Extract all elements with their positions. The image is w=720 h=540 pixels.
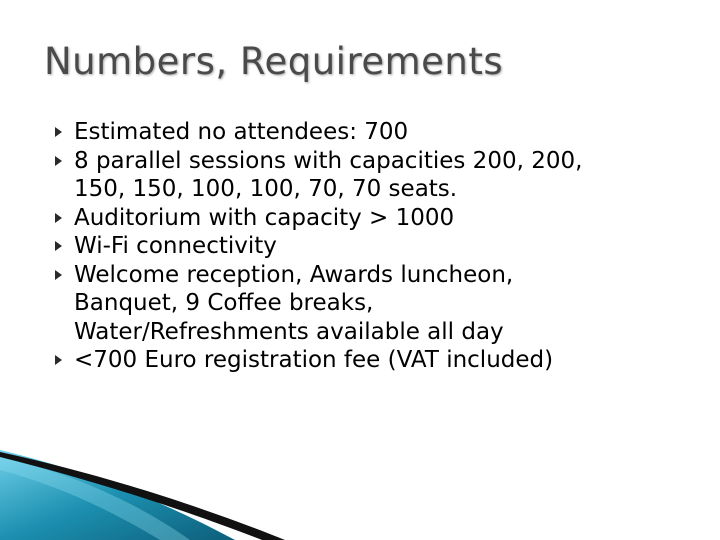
triangle-right-icon xyxy=(55,355,62,365)
bullet-item-auditorium xyxy=(50,204,690,233)
bullet-text: <700 Euro registration fee (VAT included) xyxy=(74,347,554,373)
triangle-right-icon xyxy=(55,156,62,166)
slide-title: Numbers, Requirements xyxy=(44,40,504,83)
triangle-right-icon xyxy=(55,270,62,280)
bullet-text: Auditorium with capacity > 1000 xyxy=(74,204,455,231)
triangle-right-icon xyxy=(55,127,62,137)
bullet-text: Estimated no attendees: 700 xyxy=(74,119,409,145)
bullet-text: Welcome reception, Awards luncheon, Banquet, 9 Coffee breaks, Water/Refreshments available all day xyxy=(74,261,514,345)
bullet-item-sessions xyxy=(50,147,690,204)
bullet-item-wifi xyxy=(50,232,690,261)
bullet-item-fee xyxy=(50,346,690,375)
triangle-right-icon xyxy=(55,241,62,251)
bullet-text: Wi-Fi connectivity xyxy=(74,233,277,259)
bullet-item-attendees xyxy=(50,118,690,147)
bullet-text: 8 parallel sessions with capacities 200, 200, 150, 150, 100, 100, 70, 70 seats. xyxy=(74,147,583,202)
corner-swoosh-decoration xyxy=(0,450,300,540)
bullet-item-catering xyxy=(50,261,690,347)
triangle-right-icon xyxy=(55,213,62,223)
bullet-list xyxy=(50,118,690,375)
